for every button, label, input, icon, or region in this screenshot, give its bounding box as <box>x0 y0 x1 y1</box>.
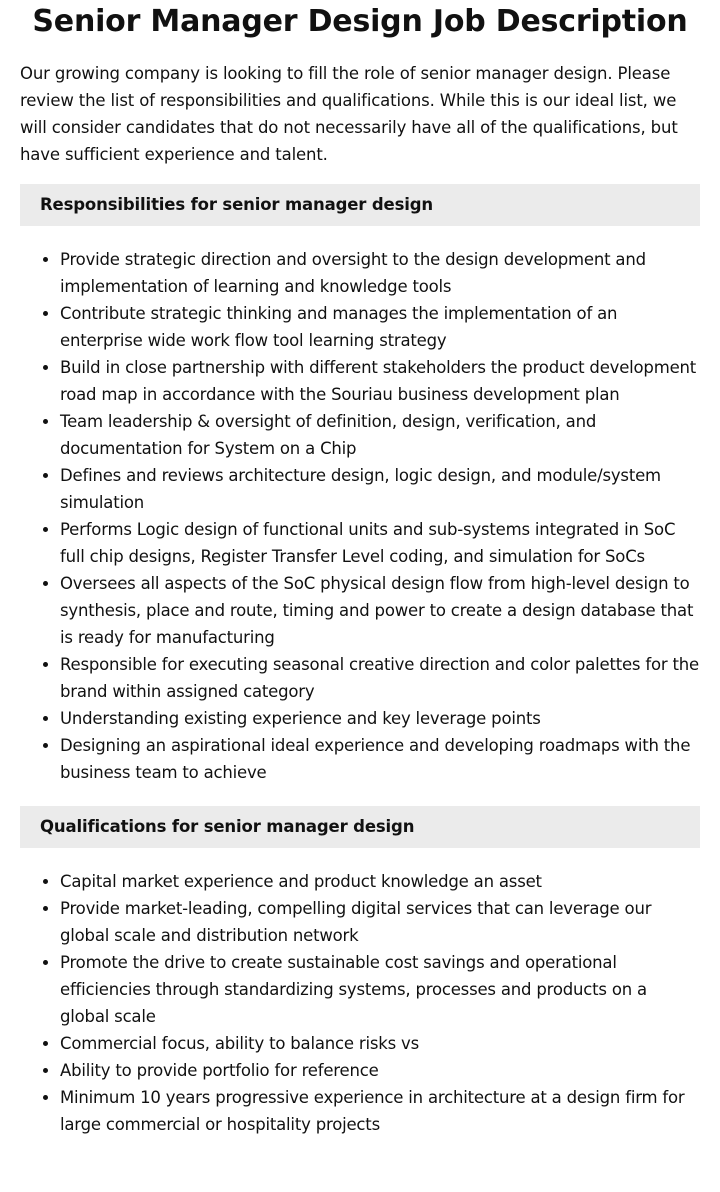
qualifications-list <box>20 868 700 1138</box>
list-item: • Oversees all aspects of the SoC physical design flow from high-level design to synthesis, place and route, timing and power to create a design database that is ready for manufacturing <box>60 570 700 651</box>
page-title: Senior Manager Design Job Description <box>32 4 688 39</box>
responsibilities-heading: Responsibilities for senior manager design <box>20 184 700 226</box>
list-item: • Minimum 10 years progressive experience in architecture at a design firm for large commercial or hospitality projects <box>60 1084 700 1138</box>
list-item: • Defines and reviews architecture design, logic design, and module/system simulation <box>60 462 700 516</box>
list-item: • Build in close partnership with different stakeholders the product development road map in accordance with the Souriau business development plan <box>60 354 700 408</box>
responsibilities-list <box>20 246 700 786</box>
list-item: • Provide strategic direction and oversight to the design development and implementation of learning and knowledge tools <box>60 246 700 300</box>
list-item: • Team leadership & oversight of definition, design, verification, and documentation for System on a Chip <box>60 408 700 462</box>
list-item: • Ability to provide portfolio for reference <box>60 1057 700 1084</box>
list-item: • Understanding existing experience and key leverage points <box>60 705 700 732</box>
list-item: • Commercial focus, ability to balance risks vs <box>60 1030 700 1057</box>
list-item: • Contribute strategic thinking and manages the implementation of an enterprise wide work flow tool learning strategy <box>60 300 700 354</box>
list-item: • Designing an aspirational ideal experience and developing roadmaps with the business team to achieve <box>60 732 700 786</box>
list-item: • Responsible for executing seasonal creative direction and color palettes for the brand within assigned category <box>60 651 700 705</box>
intro-paragraph: Our growing company is looking to fill the role of senior manager design. Please review the list of responsibilities and qualifications. While this is our ideal list, we will consider candidates that do not necessarily have all of the qualifications, but have sufficient experience and talent. <box>20 64 678 164</box>
list-item: • Provide market-leading, compelling digital services that can leverage our global scale and distribution network <box>60 895 700 949</box>
list-item: • Capital market experience and product knowledge an asset <box>60 868 700 895</box>
list-item: • Promote the drive to create sustainable cost savings and operational efficiencies through standardizing systems, processes and products on a global scale <box>60 949 700 1030</box>
qualifications-heading: Qualifications for senior manager design <box>20 806 700 848</box>
list-item: • Performs Logic design of functional units and sub-systems integrated in SoC full chip designs, Register Transfer Level coding, and simulation for SoCs <box>60 516 700 570</box>
